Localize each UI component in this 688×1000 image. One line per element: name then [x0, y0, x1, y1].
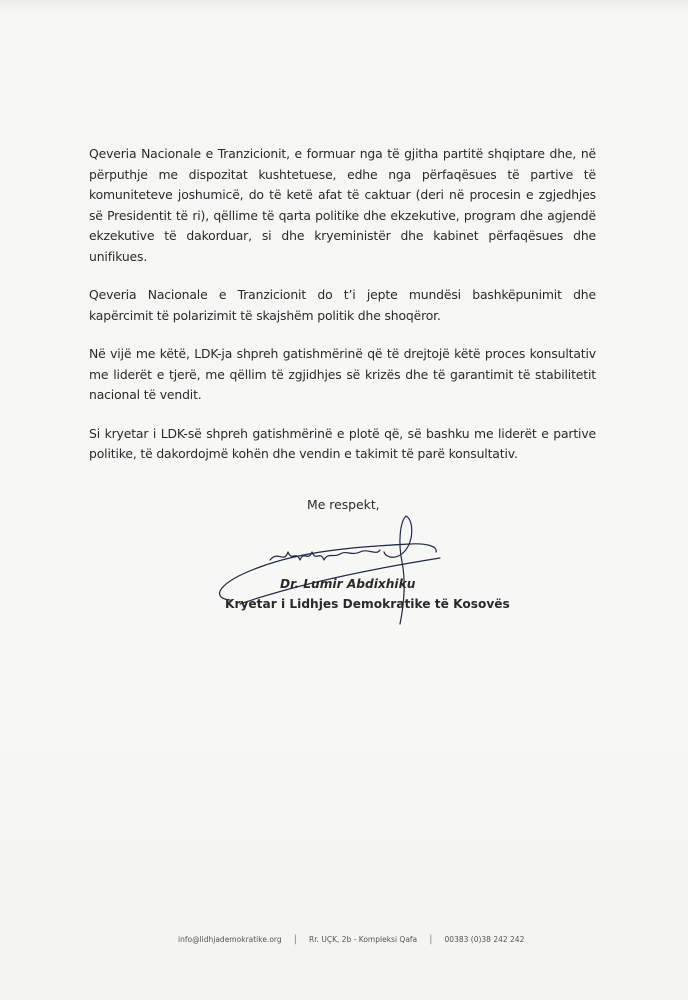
letterhead-footer: [178, 934, 524, 945]
footer-address: Rr. UÇK, 2b - Kompleksi Qafa: [309, 935, 418, 944]
handwritten-signature: [200, 512, 450, 632]
footer-email[interactable]: info@lidhjademokratike.org: [178, 935, 282, 944]
paragraph-1: Qeveria Nacionale e Tranzicionit, e formuar nga të gjitha partitë shqiptare dhe, në përputhje me dispozitat kushtetuese, edhe nga përfaqësues të partive të komuniteteve joshumicë, do të ketë afat të caktuar (deri në procesin e zgjedhjes së Presidentit të ri), qëllime të qarta politike dhe ekzekutive, program dhe agjendë ekzekutive të dakorduar, si dhe kryeministër dhe kabinet përfaqësues dhe unifikues.: [89, 146, 596, 264]
paragraph-2: Qeveria Nacionale e Tranzicionit do t’i jepte mundësi bashkëpunimit dhe kapërcimit të polarizimit të skajshëm politik dhe shoqëror.: [89, 287, 596, 323]
paragraph-3: Në vijë me këtë, LDK-ja shpreh gatishmërinë që të drejtojë këtë proces konsultativ me liderët e tjerë, me qëllim të zgjidhjes së krizës dhe të garantimit të stabilitetit nacional të vendit.: [89, 346, 596, 402]
signatory-name: Dr. Lumir Abdixhiku: [280, 577, 416, 591]
footer-phone: 00383 (0)38 242 242: [444, 935, 525, 944]
paragraph-4: Si kryetar i LDK-së shpreh gatishmërinë e plotë që, së bashku me liderët e partive politike, të dakordojmë kohën dhe vendin e takimit të parë konsultativ.: [89, 425, 596, 461]
closing-salutation: Me respekt,: [307, 497, 380, 512]
signatory-title: Kryetar i Lidhjes Demokratike të Kosovës: [225, 597, 510, 611]
footer-separator: |: [429, 934, 433, 945]
footer-separator: |: [293, 934, 297, 945]
letter-body: [89, 144, 596, 483]
